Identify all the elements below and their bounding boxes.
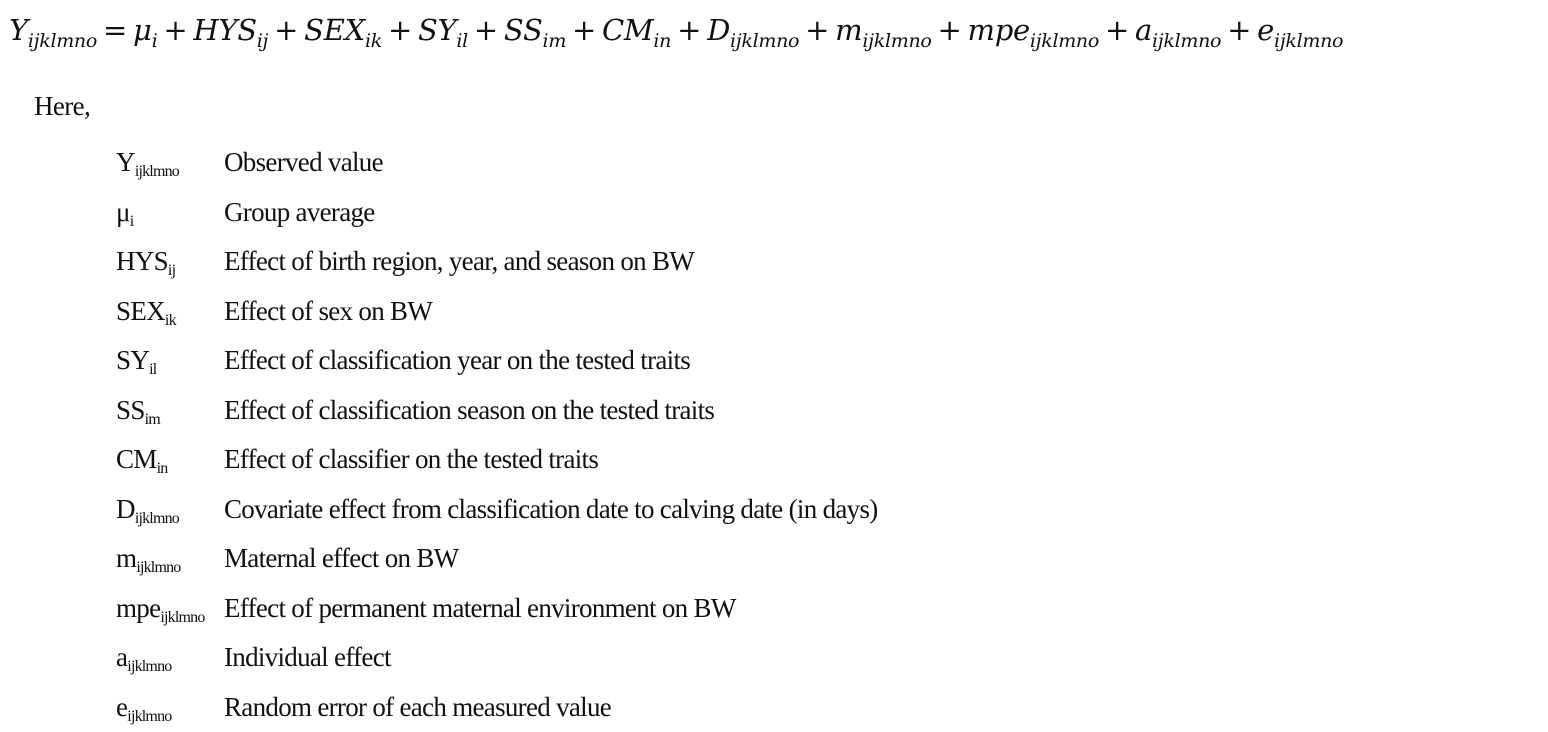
equation-term-subscript: ijklmno — [1030, 30, 1099, 52]
definition-row — [116, 336, 1116, 386]
equation-term-base: HYS — [193, 13, 256, 47]
definition-symbol — [116, 692, 224, 723]
definition-symbol-subscript: ik — [165, 312, 176, 329]
plus-sign: + — [566, 13, 602, 47]
definition-row — [116, 237, 1116, 287]
definition-row — [116, 435, 1116, 485]
definition-text: Effect of classification season on the tested traits — [224, 395, 714, 426]
equation-term-base: SEX — [304, 13, 365, 47]
equation-term — [133, 13, 157, 47]
definition-symbol-base: SEX — [116, 296, 165, 326]
definition-row — [116, 633, 1116, 683]
definition-symbol — [116, 345, 224, 376]
plus-sign: + — [1221, 13, 1257, 47]
definition-text: Maternal effect on BW — [224, 543, 458, 574]
definition-text: Effect of permanent maternal environment on BW — [224, 593, 736, 624]
definition-text: Covariate effect from classification date to calving date (in days) — [224, 494, 878, 525]
equation-term-subscript: i — [152, 30, 158, 52]
definition-text: Group average — [224, 197, 375, 228]
definition-row — [116, 188, 1116, 238]
definition-symbol — [116, 593, 224, 624]
equation-term — [504, 13, 566, 47]
equation-term-subscript: ijklmno — [1152, 30, 1221, 52]
equation-term-base: m — [835, 13, 862, 47]
definition-symbol-subscript: il — [149, 361, 156, 378]
definition-symbol-base: e — [116, 692, 127, 722]
equation-term-base: D — [707, 13, 730, 47]
equation-term — [193, 13, 268, 47]
definition-symbol-subscript: i — [130, 213, 134, 230]
definition-symbol-base: SY — [116, 345, 149, 375]
definition-symbol — [116, 395, 224, 426]
plus-sign: + — [671, 13, 707, 47]
equation-term-base: SS — [504, 13, 543, 47]
definition-row — [116, 287, 1116, 337]
equation-term — [1257, 13, 1343, 47]
definition-symbol — [116, 543, 224, 574]
equation-term-subscript: il — [456, 30, 468, 52]
model-equation — [9, 6, 1544, 54]
equation-term-subscript: ij — [257, 30, 268, 52]
definition-symbol-subscript: in — [157, 460, 168, 477]
intro-text: Here, — [34, 90, 90, 122]
plus-sign: + — [1099, 13, 1135, 47]
equation-term-base: a — [1135, 13, 1152, 47]
definition-text: Effect of classification year on the tested traits — [224, 345, 690, 376]
definition-symbol-subscript: ijklmno — [135, 163, 179, 180]
equation-term-base: CM — [602, 13, 653, 47]
definition-symbol-base: μ — [116, 197, 130, 227]
equals-sign: = — [97, 13, 133, 47]
definition-symbol — [116, 246, 224, 277]
definition-symbol-base: HYS — [116, 246, 168, 276]
definition-text: Effect of classifier on the tested traits — [224, 444, 598, 475]
definition-row — [116, 584, 1116, 634]
definition-symbol-base: D — [116, 494, 135, 524]
equation-term — [602, 13, 671, 47]
equation-term-subscript: in — [653, 30, 671, 52]
definition-symbol-base: Y — [116, 147, 135, 177]
plus-sign: + — [382, 13, 418, 47]
plus-sign: + — [268, 13, 304, 47]
definition-symbol-subscript: ijklmno — [136, 559, 180, 576]
definition-symbol — [116, 197, 224, 228]
definition-symbol-subscript: ij — [168, 262, 175, 279]
definition-symbol — [116, 296, 224, 327]
equation-term-base: mpe — [968, 13, 1030, 47]
equation-term — [707, 13, 799, 47]
definition-symbol-subscript: ijklmno — [160, 609, 204, 626]
definition-text: Effect of birth region, year, and season on BW — [224, 246, 694, 277]
plus-sign: + — [468, 13, 504, 47]
equation-term-base: e — [1257, 13, 1274, 47]
equation-lhs — [9, 13, 97, 47]
definition-symbol-base: mpe — [116, 593, 160, 623]
definition-symbol — [116, 494, 224, 525]
definition-row — [116, 534, 1116, 584]
equation-terms — [133, 13, 1343, 47]
definition-text: Observed value — [224, 147, 383, 178]
equation-term — [418, 13, 468, 47]
definition-symbol-subscript: im — [145, 411, 160, 428]
definition-symbol-subscript: ijklmno — [127, 658, 171, 675]
plus-sign: + — [799, 13, 835, 47]
equation-lhs-subscript: ijklmno — [28, 30, 97, 52]
definition-symbol-subscript: ijklmno — [127, 708, 171, 725]
definition-row — [116, 386, 1116, 436]
equation-term-subscript: ijklmno — [730, 30, 799, 52]
equation-term — [1135, 13, 1221, 47]
equation-term — [835, 13, 931, 47]
definition-row — [116, 683, 1116, 732]
definition-symbol — [116, 444, 224, 475]
definition-symbol-subscript: ijklmno — [135, 510, 179, 527]
definition-symbol-base: CM — [116, 444, 157, 474]
definition-row — [116, 485, 1116, 535]
equation-term — [304, 13, 382, 47]
definition-symbol-base: m — [116, 543, 136, 573]
equation-term-subscript: ijklmno — [1274, 30, 1343, 52]
definition-symbol — [116, 147, 224, 178]
equation-lhs-base: Y — [9, 13, 28, 47]
equation-term — [968, 13, 1099, 47]
definition-text: Individual effect — [224, 642, 391, 673]
definition-row — [116, 138, 1116, 188]
definition-list — [116, 138, 1116, 732]
definition-symbol-base: SS — [116, 395, 145, 425]
equation-term-subscript: ijklmno — [862, 30, 931, 52]
equation-term-base: SY — [418, 13, 456, 47]
equation-term-base: μ — [133, 13, 152, 47]
plus-sign: + — [932, 13, 968, 47]
definition-symbol — [116, 642, 224, 673]
equation-term-subscript: im — [543, 30, 567, 52]
definition-text: Random error of each measured value — [224, 692, 611, 723]
plus-sign: + — [157, 13, 193, 47]
definition-text: Effect of sex on BW — [224, 296, 432, 327]
definition-symbol-base: a — [116, 642, 127, 672]
equation-term-subscript: ik — [365, 30, 382, 52]
